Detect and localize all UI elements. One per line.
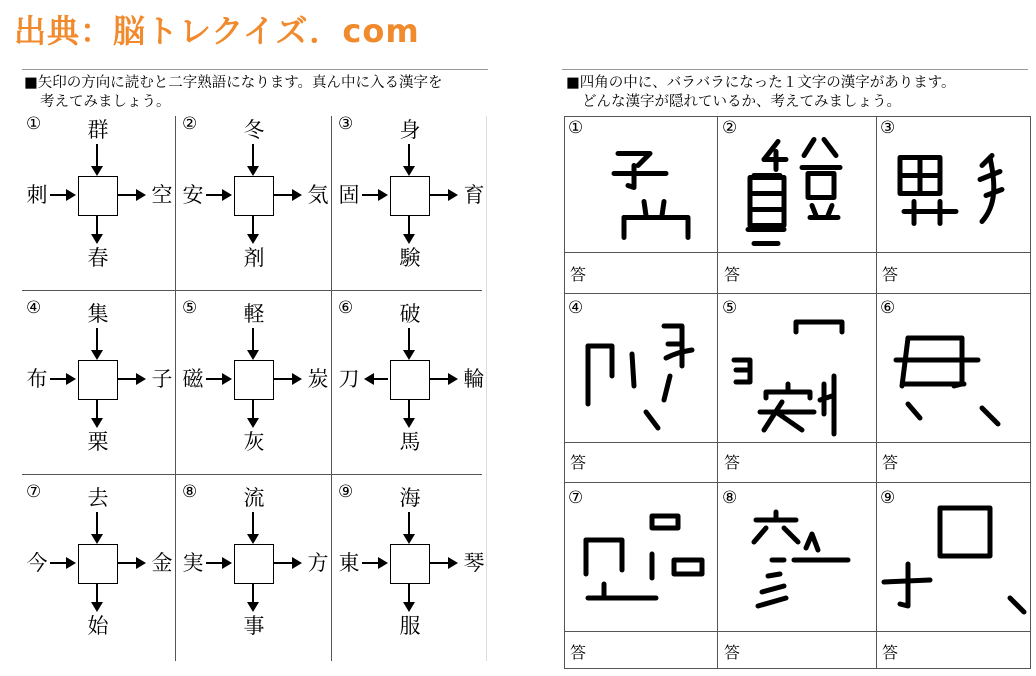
arrow-puzzle-cell	[22, 110, 177, 293]
kanji-left: 固	[338, 183, 360, 207]
kanji-left: 刀	[338, 367, 360, 391]
arrow-left-head	[66, 557, 76, 569]
cell-number: ⑨	[880, 488, 896, 508]
arrow-top-head	[247, 534, 259, 544]
arrow-left-head	[222, 557, 232, 569]
arrow-bottom-head	[91, 234, 103, 244]
kanji-bottom: 栗	[87, 430, 109, 454]
arrow-bottom-head	[91, 602, 103, 612]
source-label: 出典：脳トレクイズ．com	[14, 12, 420, 50]
arrow-bottom-head	[247, 234, 259, 244]
grid-divider	[565, 293, 1030, 294]
kanji-left: 今	[26, 551, 48, 575]
kanji-right: 金	[151, 551, 173, 575]
answer-label: 答	[882, 265, 899, 284]
fragment-drawing-4	[566, 304, 721, 454]
answer-box[interactable]	[390, 360, 430, 400]
kanji-top: 冬	[243, 118, 265, 142]
arrow-bottom-head	[247, 418, 259, 428]
kanji-top: 身	[399, 118, 421, 142]
arrow-left-head	[222, 373, 232, 385]
cell-number: ⑥	[338, 298, 354, 318]
arrow-puzzle-cell	[22, 294, 177, 477]
fragment-drawing-2	[720, 118, 875, 268]
answer-box[interactable]	[234, 360, 274, 400]
kanji-right: 琴	[463, 551, 485, 575]
kanji-left: 東	[338, 551, 360, 575]
kanji-bottom: 服	[399, 614, 421, 638]
kanji-bottom: 験	[399, 246, 421, 270]
arrow-right-head	[292, 557, 302, 569]
arrow-left-head	[66, 189, 76, 201]
arrow-bottom-head	[403, 234, 415, 244]
arrow-top-head	[91, 350, 103, 360]
arrow-puzzle-cell	[22, 478, 177, 661]
answer-box[interactable]	[234, 544, 274, 584]
fragment-drawing-1	[566, 118, 721, 268]
kanji-left: 布	[26, 367, 48, 391]
kanji-right: 炭	[307, 367, 329, 391]
left-top-rule	[22, 69, 488, 70]
arrow-left-head	[378, 189, 388, 201]
cell-number: ⑦	[26, 482, 42, 502]
arrow-bottom-head	[91, 418, 103, 428]
cell-number: ④	[26, 298, 42, 318]
answer-box[interactable]	[78, 360, 118, 400]
left-instruction-line2: 考えてみましょう。	[40, 94, 171, 110]
answer-box[interactable]	[234, 176, 274, 216]
grid-divider	[565, 482, 1030, 483]
cell-number: ④	[568, 298, 584, 318]
arrow-top-head	[247, 350, 259, 360]
right-instruction	[566, 74, 1036, 112]
kanji-right: 輪	[463, 367, 485, 391]
right-instruction-line1: ■四角の中に、バラバラになった１文字の漢字があります。	[566, 75, 956, 91]
kanji-top: 破	[399, 302, 421, 326]
answer-label: 答	[882, 453, 899, 472]
left-instruction-line1: ■矢印の方向に読むと二字熟語になります。真ん中に入る漢字を	[24, 75, 443, 91]
kanji-left: 安	[182, 183, 204, 207]
answer-label: 答	[724, 643, 741, 662]
kanji-top: 群	[87, 118, 109, 142]
arrow-right-head	[136, 189, 146, 201]
arrow-puzzle-cell	[178, 478, 333, 661]
kanji-bottom: 始	[87, 614, 109, 638]
arrow-puzzle-cell	[334, 110, 489, 293]
arrow-left-head	[222, 189, 232, 201]
cell-number: ⑥	[880, 298, 896, 318]
kanji-left: 磁	[182, 367, 204, 391]
arrow-left-head	[66, 373, 76, 385]
arrow-left-head	[364, 373, 374, 385]
kanji-right: 空	[151, 183, 173, 207]
fragment-drawing-6	[878, 304, 1033, 454]
kanji-top: 海	[399, 486, 421, 510]
arrow-top-head	[403, 534, 415, 544]
right-top-rule	[562, 69, 1028, 70]
fragment-drawing-9	[878, 494, 1033, 644]
arrow-bottom-head	[403, 602, 415, 612]
cell-number: ③	[880, 118, 896, 138]
answer-box[interactable]	[78, 176, 118, 216]
fragment-drawing-7	[566, 494, 721, 644]
fragment-drawing-3	[878, 118, 1033, 268]
answer-label: 答	[724, 453, 741, 472]
grid-divider	[876, 117, 877, 668]
arrow-right-head	[292, 189, 302, 201]
answer-box[interactable]	[78, 544, 118, 584]
cell-number: ①	[26, 114, 42, 134]
cell-number: ⑧	[722, 488, 738, 508]
answer-label: 答	[570, 265, 587, 284]
kanji-top: 去	[87, 486, 109, 510]
arrow-puzzle-cell	[334, 478, 489, 661]
arrow-top-head	[91, 534, 103, 544]
cell-number: ⑦	[568, 488, 584, 508]
kanji-left: 刺	[26, 183, 48, 207]
arrow-top-head	[403, 166, 415, 176]
fragment-drawing-8	[720, 494, 875, 644]
cell-number: ②	[722, 118, 738, 138]
kanji-right: 方	[307, 551, 329, 575]
cell-number: ⑤	[722, 298, 738, 318]
cell-number: ⑧	[182, 482, 198, 502]
left-instruction	[24, 74, 494, 112]
kanji-bottom: 馬	[399, 430, 421, 454]
arrow-left-head	[378, 557, 388, 569]
answer-label: 答	[882, 643, 899, 662]
arrow-top-head	[91, 166, 103, 176]
answer-label: 答	[570, 643, 587, 662]
cell-number: ②	[182, 114, 198, 134]
cell-number: ③	[338, 114, 354, 134]
kanji-top: 流	[243, 486, 265, 510]
kanji-top: 軽	[243, 302, 265, 326]
answer-label: 答	[570, 453, 587, 472]
kanji-left: 実	[182, 551, 204, 575]
arrow-right-head	[448, 373, 458, 385]
kanji-right: 子	[151, 367, 173, 391]
arrow-right-head	[448, 557, 458, 569]
kanji-bottom: 事	[243, 614, 265, 638]
cell-number: ⑨	[338, 482, 354, 502]
kanji-bottom: 剤	[243, 246, 265, 270]
arrow-puzzle-cell	[334, 294, 489, 477]
arrow-right-head	[136, 557, 146, 569]
arrow-puzzle-cell	[178, 294, 333, 477]
kanji-right: 育	[463, 183, 485, 207]
fragment-drawing-5	[720, 304, 875, 454]
arrow-top-head	[403, 350, 415, 360]
right-instruction-line2: どんな漢字が隠れているか、考えてみましょう。	[582, 94, 901, 110]
arrow-bottom-head	[247, 602, 259, 612]
kanji-bottom: 灰	[243, 430, 265, 454]
cell-number: ①	[568, 118, 584, 138]
arrow-bottom-head	[403, 418, 415, 428]
cell-number: ⑤	[182, 298, 198, 318]
answer-label: 答	[724, 265, 741, 284]
arrow-right-head	[292, 373, 302, 385]
arrow-puzzle-cell	[178, 110, 333, 293]
answer-box[interactable]	[390, 176, 430, 216]
arrow-right-head	[136, 373, 146, 385]
kanji-top: 集	[87, 302, 109, 326]
arrow-top-head	[247, 166, 259, 176]
kanji-right: 気	[307, 183, 329, 207]
kanji-bottom: 春	[87, 246, 109, 270]
arrow-right-head	[448, 189, 458, 201]
answer-box[interactable]	[390, 544, 430, 584]
